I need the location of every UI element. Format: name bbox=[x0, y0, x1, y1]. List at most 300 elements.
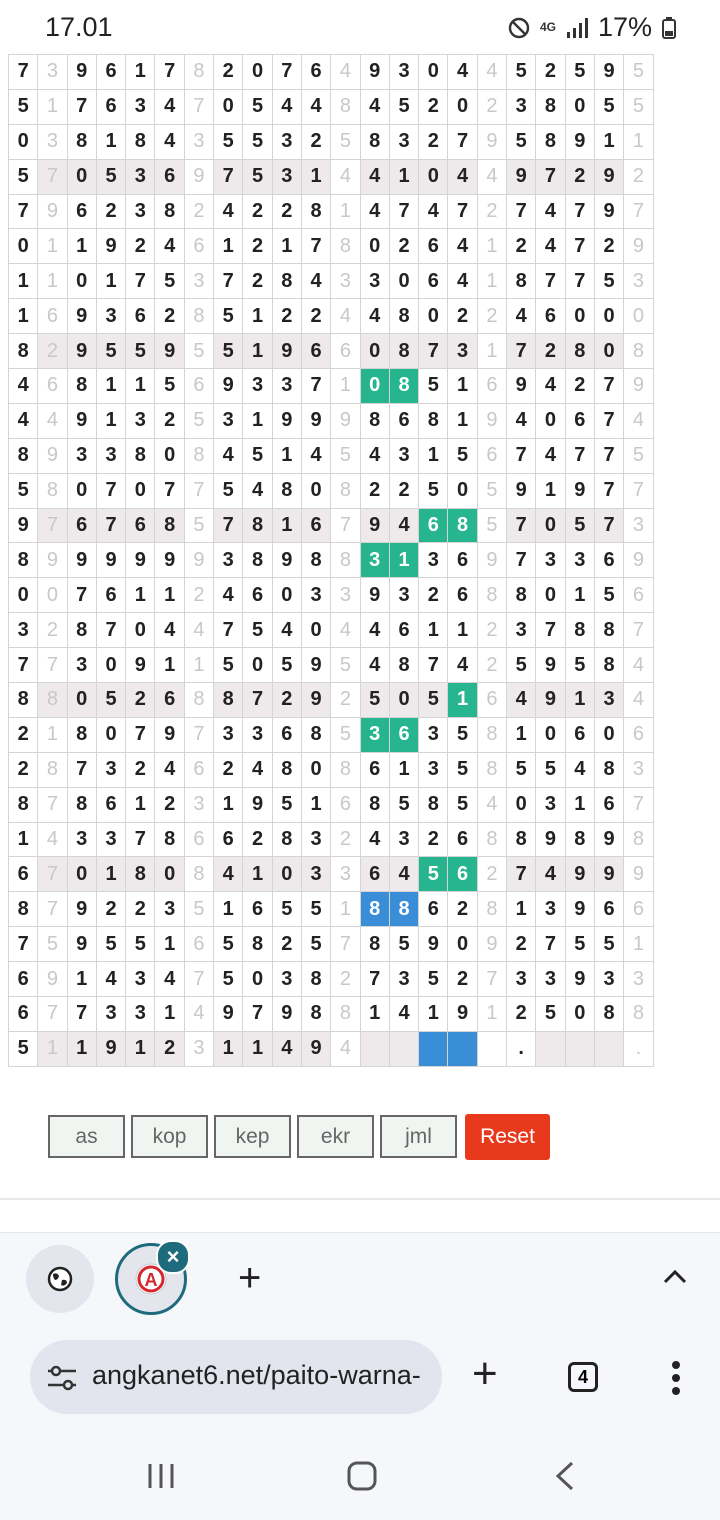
paito-cell: 1 bbox=[155, 927, 184, 962]
paito-cell: 7 bbox=[96, 613, 125, 648]
paito-cell: 2 bbox=[96, 194, 125, 229]
paito-cell: 1 bbox=[272, 438, 301, 473]
paito-cell: 8 bbox=[184, 438, 213, 473]
paito-cell: 2 bbox=[477, 857, 506, 892]
paito-cell: 2 bbox=[301, 299, 330, 334]
paito-cell: 0 bbox=[67, 857, 96, 892]
paito-cell: 4 bbox=[477, 787, 506, 822]
paito-cell: 8 bbox=[360, 124, 389, 159]
paito-cell: 8 bbox=[301, 962, 330, 997]
back-icon[interactable] bbox=[552, 1460, 576, 1492]
paito-cell: 5 bbox=[9, 159, 38, 194]
paito-cell: 0 bbox=[243, 648, 272, 683]
chevron-up-icon[interactable] bbox=[660, 1262, 690, 1292]
paito-cell: 5 bbox=[331, 717, 360, 752]
paito-cell: 3 bbox=[184, 1031, 213, 1066]
paito-cell: 6 bbox=[67, 194, 96, 229]
paito-cell: 2 bbox=[477, 613, 506, 648]
paito-cell: 5 bbox=[243, 124, 272, 159]
paito-cell bbox=[360, 1031, 389, 1066]
paito-cell: 8 bbox=[9, 334, 38, 369]
paito-cell: 5 bbox=[214, 962, 243, 997]
paito-cell: 7 bbox=[389, 194, 418, 229]
paito-cell: 1 bbox=[38, 717, 67, 752]
paito-cell: 3 bbox=[67, 822, 96, 857]
paito-cell: 4 bbox=[448, 648, 477, 683]
paito-cell: 7 bbox=[565, 264, 594, 299]
paito-cell: 9 bbox=[96, 543, 125, 578]
paito-cell: 5 bbox=[126, 927, 155, 962]
paito-cell: 8 bbox=[477, 892, 506, 927]
paito-cell: 9 bbox=[624, 857, 653, 892]
paito-cell: 8 bbox=[419, 787, 448, 822]
paito-cell: 4 bbox=[536, 857, 565, 892]
paito-cell: 7 bbox=[38, 648, 67, 683]
kep-button[interactable]: kep bbox=[214, 1115, 291, 1158]
paito-cell: 5 bbox=[331, 438, 360, 473]
paito-cell: 3 bbox=[594, 962, 623, 997]
paito-cell: 8 bbox=[594, 648, 623, 683]
paito-cell: 8 bbox=[67, 717, 96, 752]
kop-button[interactable]: kop bbox=[131, 1115, 208, 1158]
paito-cell: 8 bbox=[243, 543, 272, 578]
paito-cell: 0 bbox=[155, 857, 184, 892]
paito-cell: 7 bbox=[38, 857, 67, 892]
paito-cell: 1 bbox=[360, 997, 389, 1032]
paito-cell: 9 bbox=[594, 194, 623, 229]
paito-row bbox=[9, 1031, 654, 1066]
paito-cell: 2 bbox=[272, 927, 301, 962]
paito-cell: 7 bbox=[624, 194, 653, 229]
battery-percent: 17% bbox=[597, 12, 652, 42]
paito-cell: 7 bbox=[126, 264, 155, 299]
paito-cell: 0 bbox=[536, 508, 565, 543]
paito-cell: 3 bbox=[331, 578, 360, 613]
paito-row bbox=[9, 55, 654, 90]
paito-cell: 8 bbox=[184, 857, 213, 892]
paito-cell: 9 bbox=[477, 124, 506, 159]
paito-cell: 7 bbox=[38, 159, 67, 194]
paito-cell: 7 bbox=[624, 787, 653, 822]
paito-cell: 0 bbox=[214, 89, 243, 124]
paito-cell: 9 bbox=[214, 997, 243, 1032]
paito-cell: 2 bbox=[565, 159, 594, 194]
paito-cell: 5 bbox=[155, 369, 184, 404]
recent-apps-icon[interactable] bbox=[146, 1462, 176, 1490]
paito-cell bbox=[565, 1031, 594, 1066]
paito-cell: 0 bbox=[243, 55, 272, 90]
url-text[interactable]: angkanet6.net/paito-warna- bbox=[92, 1360, 421, 1390]
paito-cell: 9 bbox=[272, 543, 301, 578]
paito-cell: 5 bbox=[38, 927, 67, 962]
paito-cell: 3 bbox=[67, 438, 96, 473]
paito-cell: 5 bbox=[331, 124, 360, 159]
paito-cell: 1 bbox=[155, 648, 184, 683]
paito-cell: 6 bbox=[126, 299, 155, 334]
paito-cell: 8 bbox=[477, 578, 506, 613]
paito-cell: 9 bbox=[565, 962, 594, 997]
paito-cell: 0 bbox=[389, 683, 418, 718]
paito-cell: 7 bbox=[536, 927, 565, 962]
paito-cell: 9 bbox=[594, 822, 623, 857]
paito-cell: 7 bbox=[96, 508, 125, 543]
paito-cell: 6 bbox=[389, 613, 418, 648]
paito-cell: 4 bbox=[507, 683, 536, 718]
paito-cell: 0 bbox=[360, 369, 389, 404]
paito-row bbox=[9, 438, 654, 473]
paito-cell: 6 bbox=[448, 822, 477, 857]
paito-cell: 6 bbox=[301, 508, 330, 543]
paito-cell: 7 bbox=[214, 508, 243, 543]
paito-cell: 3 bbox=[536, 892, 565, 927]
paito-cell: 7 bbox=[594, 473, 623, 508]
paito-cell: 3 bbox=[419, 752, 448, 787]
paito-cell: 2 bbox=[419, 578, 448, 613]
paito-cell: 5 bbox=[565, 508, 594, 543]
paito-cell: 0 bbox=[67, 683, 96, 718]
paito-cell: 8 bbox=[389, 299, 418, 334]
paito-cell: 8 bbox=[126, 124, 155, 159]
paito-cell: 5 bbox=[477, 508, 506, 543]
paito-cell: 8 bbox=[67, 787, 96, 822]
paito-cell: 6 bbox=[389, 403, 418, 438]
tab-strip bbox=[0, 1232, 720, 1326]
paito-cell: 1 bbox=[67, 962, 96, 997]
paito-cell: 5 bbox=[214, 124, 243, 159]
paito-cell: 7 bbox=[67, 997, 96, 1032]
paito-cell: 2 bbox=[360, 473, 389, 508]
signal-icon bbox=[566, 17, 588, 39]
paito-cell: 5 bbox=[565, 55, 594, 90]
paito-cell: 9 bbox=[360, 55, 389, 90]
paito-cell: 7 bbox=[536, 264, 565, 299]
tab-count-button[interactable]: 4 bbox=[568, 1362, 598, 1392]
paito-cell: 1 bbox=[477, 997, 506, 1032]
paito-cell: 3 bbox=[389, 578, 418, 613]
paito-cell: 7 bbox=[9, 194, 38, 229]
paito-cell: 4 bbox=[214, 194, 243, 229]
paito-cell: 3 bbox=[419, 543, 448, 578]
paito-row bbox=[9, 683, 654, 718]
paito-cell: 1 bbox=[214, 1031, 243, 1066]
paito-cell: 3 bbox=[389, 55, 418, 90]
paito-cell: 3 bbox=[507, 613, 536, 648]
paito-cell: 5 bbox=[331, 648, 360, 683]
paito-cell: 7 bbox=[594, 403, 623, 438]
network-type: 4G bbox=[539, 20, 556, 34]
paito-cell: 3 bbox=[184, 124, 213, 159]
paito-cell: 8 bbox=[565, 822, 594, 857]
paito-cell: 2 bbox=[126, 752, 155, 787]
paito-cell: 8 bbox=[184, 299, 213, 334]
paito-cell: 8 bbox=[389, 892, 418, 927]
paito-cell: 8 bbox=[9, 543, 38, 578]
paito-cell: 4 bbox=[214, 438, 243, 473]
paito-cell: 3 bbox=[214, 717, 243, 752]
paito-cell: 9 bbox=[67, 55, 96, 90]
paito-cell: 4 bbox=[96, 962, 125, 997]
ekr-button[interactable]: ekr bbox=[297, 1115, 374, 1158]
paito-cell: 3 bbox=[331, 264, 360, 299]
paito-cell: 6 bbox=[565, 403, 594, 438]
paito-cell: 9 bbox=[594, 159, 623, 194]
paito-cell: 6 bbox=[419, 892, 448, 927]
paito-cell: 8 bbox=[38, 683, 67, 718]
add-icon[interactable]: + bbox=[472, 1349, 498, 1398]
paito-cell: 8 bbox=[126, 857, 155, 892]
paito-cell: 0 bbox=[448, 927, 477, 962]
paito-cell: 0 bbox=[67, 473, 96, 508]
paito-cell: 4 bbox=[360, 438, 389, 473]
paito-cell: 5 bbox=[389, 89, 418, 124]
paito-cell: 5 bbox=[360, 683, 389, 718]
paito-cell: 3 bbox=[243, 369, 272, 404]
jml-button[interactable]: jml bbox=[380, 1115, 457, 1158]
paito-cell: 2 bbox=[389, 229, 418, 264]
paito-cell: 6 bbox=[477, 683, 506, 718]
paito-cell: 9 bbox=[214, 369, 243, 404]
paito-cell: 1 bbox=[9, 264, 38, 299]
paito-cell: 2 bbox=[331, 683, 360, 718]
paito-cell: 9 bbox=[155, 334, 184, 369]
paito-cell: 4 bbox=[214, 857, 243, 892]
paito-cell: 6 bbox=[9, 857, 38, 892]
paito-cell: 9 bbox=[624, 369, 653, 404]
paito-cell: 1 bbox=[507, 717, 536, 752]
paito-cell: 7 bbox=[38, 892, 67, 927]
paito-cell: 0 bbox=[9, 124, 38, 159]
paito-cell: 0 bbox=[126, 473, 155, 508]
svg-text:A: A bbox=[144, 1270, 158, 1290]
paito-cell: 3 bbox=[126, 194, 155, 229]
paito-cell: 7 bbox=[507, 194, 536, 229]
paito-cell: 0 bbox=[301, 752, 330, 787]
paito-cell: 4 bbox=[155, 613, 184, 648]
close-tab-icon[interactable]: × bbox=[156, 1240, 190, 1274]
paito-row bbox=[9, 752, 654, 787]
as-button[interactable]: as bbox=[48, 1115, 125, 1158]
paito-cell: 3 bbox=[272, 124, 301, 159]
paito-cell: 5 bbox=[448, 752, 477, 787]
status-bar bbox=[0, 0, 720, 58]
paito-cell: 0 bbox=[9, 229, 38, 264]
paito-cell: 7 bbox=[507, 508, 536, 543]
paito-cell: 2 bbox=[184, 194, 213, 229]
paito-cell: 1 bbox=[448, 613, 477, 648]
paito-cell: 3 bbox=[624, 962, 653, 997]
paito-cell: 3 bbox=[389, 962, 418, 997]
paito-cell: 1 bbox=[38, 264, 67, 299]
reset-button[interactable]: Reset bbox=[465, 1114, 550, 1160]
paito-cell: 5 bbox=[184, 892, 213, 927]
paito-cell: 9 bbox=[9, 508, 38, 543]
paito-cell: 1 bbox=[331, 194, 360, 229]
paito-cell: 4 bbox=[448, 159, 477, 194]
status-icons bbox=[508, 12, 676, 43]
paito-cell: 9 bbox=[624, 543, 653, 578]
paito-row bbox=[9, 473, 654, 508]
paito-cell bbox=[594, 1031, 623, 1066]
paito-cell: 7 bbox=[67, 578, 96, 613]
paito-cell: 3 bbox=[301, 578, 330, 613]
paito-row bbox=[9, 403, 654, 438]
paito-cell: 3 bbox=[360, 543, 389, 578]
paito-cell: 1 bbox=[331, 892, 360, 927]
paito-cell: 8 bbox=[301, 194, 330, 229]
paito-cell: 4 bbox=[477, 159, 506, 194]
paito-cell: 9 bbox=[67, 299, 96, 334]
paito-cell: 3 bbox=[301, 822, 330, 857]
paito-cell: 9 bbox=[243, 787, 272, 822]
paito-cell: 3 bbox=[184, 787, 213, 822]
paito-cell: 9 bbox=[507, 473, 536, 508]
paito-cell: 1 bbox=[389, 543, 418, 578]
new-tab-icon[interactable]: + bbox=[238, 1256, 262, 1300]
paito-cell: 4 bbox=[624, 403, 653, 438]
paito-cell: 2 bbox=[331, 822, 360, 857]
paito-cell: 6 bbox=[301, 55, 330, 90]
paito-cell: 9 bbox=[155, 717, 184, 752]
paito-cell: 5 bbox=[272, 787, 301, 822]
paito-cell: 0 bbox=[624, 299, 653, 334]
paito-cell: 7 bbox=[67, 752, 96, 787]
paito-cell: 3 bbox=[624, 752, 653, 787]
paito-cell: 3 bbox=[243, 717, 272, 752]
paito-cell: 5 bbox=[389, 927, 418, 962]
paito-cell: 1 bbox=[448, 683, 477, 718]
paito-cell: 4 bbox=[272, 1031, 301, 1066]
paito-cell: 5 bbox=[507, 648, 536, 683]
paito-cell: 8 bbox=[389, 334, 418, 369]
paito-cell: 6 bbox=[594, 543, 623, 578]
paito-cell: 3 bbox=[96, 299, 125, 334]
paito-cell: 5 bbox=[214, 299, 243, 334]
paito-cell: 1 bbox=[477, 264, 506, 299]
paito-cell: 8 bbox=[594, 997, 623, 1032]
paito-cell: 5 bbox=[448, 717, 477, 752]
divider bbox=[0, 1198, 720, 1200]
paito-cell: 4 bbox=[360, 822, 389, 857]
paito-cell: 6 bbox=[419, 229, 448, 264]
paito-cell: 7 bbox=[536, 613, 565, 648]
paito-cell: 6 bbox=[243, 578, 272, 613]
paito-cell: 8 bbox=[624, 822, 653, 857]
paito-cell: 4 bbox=[155, 752, 184, 787]
paito-cell: 2 bbox=[419, 89, 448, 124]
paito-row bbox=[9, 787, 654, 822]
paito-row bbox=[9, 369, 654, 404]
paito-cell: 4 bbox=[448, 264, 477, 299]
paito-cell: 6 bbox=[448, 543, 477, 578]
paito-cell: 3 bbox=[126, 403, 155, 438]
paito-cell: 6 bbox=[331, 334, 360, 369]
paito-cell bbox=[419, 1031, 448, 1066]
paito-cell: 6 bbox=[624, 892, 653, 927]
paito-cell: 1 bbox=[301, 787, 330, 822]
paito-cell: 1 bbox=[126, 787, 155, 822]
paito-cell: 9 bbox=[565, 124, 594, 159]
paito-cell: 7 bbox=[565, 438, 594, 473]
paito-cell: 3 bbox=[126, 159, 155, 194]
paito-cell: 5 bbox=[419, 683, 448, 718]
paito-cell: 3 bbox=[624, 264, 653, 299]
paito-cell: 2 bbox=[477, 648, 506, 683]
paito-cell: 9 bbox=[360, 578, 389, 613]
paito-cell: 9 bbox=[301, 683, 330, 718]
paito-cell: 3 bbox=[272, 369, 301, 404]
paito-cell: 3 bbox=[214, 543, 243, 578]
paito-cell: 7 bbox=[243, 683, 272, 718]
paito-cell: 7 bbox=[9, 55, 38, 90]
paito-cell: 8 bbox=[389, 648, 418, 683]
paito-cell: 1 bbox=[126, 578, 155, 613]
paito-cell: 8 bbox=[565, 613, 594, 648]
paito-cell: 6 bbox=[126, 508, 155, 543]
paito-cell: 3 bbox=[301, 857, 330, 892]
site-settings-icon[interactable] bbox=[46, 1364, 78, 1392]
paito-row bbox=[9, 334, 654, 369]
paito-cell: 0 bbox=[565, 89, 594, 124]
paito-cell: 6 bbox=[38, 369, 67, 404]
paito-cell: 3 bbox=[96, 997, 125, 1032]
paito-cell: 4 bbox=[536, 229, 565, 264]
status-time: 17.01 bbox=[45, 12, 113, 42]
paito-cell: 1 bbox=[243, 403, 272, 438]
paito-cell: 1 bbox=[126, 1031, 155, 1066]
paito-cell: 7 bbox=[448, 124, 477, 159]
paito-cell: 4 bbox=[624, 648, 653, 683]
paito-cell: 0 bbox=[536, 403, 565, 438]
paito-cell: 0 bbox=[126, 613, 155, 648]
paito-cell: 5 bbox=[448, 787, 477, 822]
paito-cell: 1 bbox=[419, 997, 448, 1032]
paito-cell: 4 bbox=[448, 55, 477, 90]
paito-cell: 6 bbox=[9, 962, 38, 997]
more-options-icon[interactable] bbox=[670, 1360, 682, 1396]
paito-cell: 8 bbox=[243, 927, 272, 962]
paito-cell: 4 bbox=[301, 89, 330, 124]
paito-cell: 7 bbox=[243, 997, 272, 1032]
paito-cell: 9 bbox=[594, 55, 623, 90]
paito-cell: 2 bbox=[448, 962, 477, 997]
paito-cell: 9 bbox=[536, 648, 565, 683]
url-box[interactable] bbox=[30, 1340, 442, 1414]
home-icon[interactable] bbox=[346, 1460, 378, 1492]
tab-globe[interactable] bbox=[26, 1245, 94, 1313]
paito-cell: 0 bbox=[594, 717, 623, 752]
paito-cell: 8 bbox=[155, 194, 184, 229]
paito-cell: 8 bbox=[507, 822, 536, 857]
paito-cell: 1 bbox=[389, 752, 418, 787]
paito-cell: 3 bbox=[184, 264, 213, 299]
paito-cell: 1 bbox=[155, 578, 184, 613]
paito-cell: 2 bbox=[507, 927, 536, 962]
paito-cell: 4 bbox=[38, 822, 67, 857]
paito-cell: 5 bbox=[448, 438, 477, 473]
paito-cell: 8 bbox=[331, 89, 360, 124]
paito-cell: 1 bbox=[67, 1031, 96, 1066]
paito-cell: 5 bbox=[624, 438, 653, 473]
paito-cell: 6 bbox=[184, 822, 213, 857]
paito-cell: 9 bbox=[38, 962, 67, 997]
paito-row bbox=[9, 299, 654, 334]
paito-cell: 7 bbox=[301, 229, 330, 264]
paito-cell: 4 bbox=[38, 403, 67, 438]
paito-cell: 6 bbox=[594, 787, 623, 822]
paito-cell: 3 bbox=[126, 962, 155, 997]
paito-row bbox=[9, 264, 654, 299]
paito-cell: 8 bbox=[243, 508, 272, 543]
